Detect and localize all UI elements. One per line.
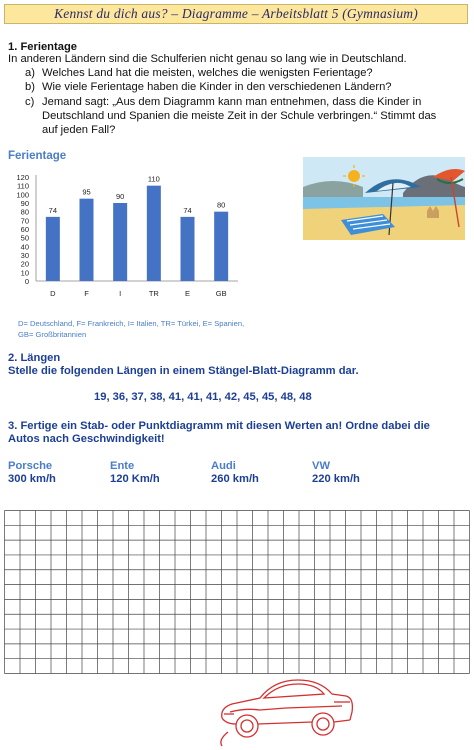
question-c-text-line2: Deutschland und Spanien die meiste Zeit in der Schule verbringen.“ Stimmt das — [42, 110, 437, 122]
car-name-ente: Ente — [110, 460, 135, 472]
bar — [181, 217, 195, 281]
section2-task: Stelle die folgenden Längen in einem Stängel-Blatt-Diagramm dar. — [8, 365, 359, 377]
question-a-text: Welches Land hat die meisten, welches die wenigsten Ferientage? — [42, 67, 373, 79]
section2-heading: 2. Längen — [8, 352, 61, 364]
legend-line-2: GB= Großbritannien — [18, 330, 87, 339]
worksheet-header — [4, 4, 468, 24]
data-label: 95 — [82, 187, 91, 197]
y-tick-label: 10 — [20, 268, 29, 278]
legend-line-1: D= Deutschland, F= Frankreich, I= Italien, TR= Türkei, E= Spanien, — [18, 319, 245, 328]
bar — [46, 217, 60, 281]
x-tick-label: E — [184, 289, 191, 298]
worksheet-title: Kennst du dich aus? – Diagramme – Arbeitsblatt 5 (Gymnasium) — [54, 6, 418, 21]
section1-intro: In anderen Ländern sind die Schulferien nicht genau so lang wie in Deutschland. — [8, 53, 407, 65]
bar — [147, 186, 161, 281]
section3-heading-line2: Autos nach Geschwindigkeit! — [8, 433, 165, 445]
x-tick-label: D — [50, 289, 56, 298]
ferientage-bar-chart — [4, 165, 244, 305]
y-tick-label: 30 — [20, 251, 29, 260]
x-tick-label: F — [84, 289, 89, 298]
data-label: 74 — [48, 205, 58, 215]
data-label: 90 — [115, 192, 125, 201]
question-c-text-line3: auf jeden Fall? — [42, 124, 116, 136]
car-name-porsche: Porsche — [8, 460, 53, 472]
section2-values: 19, 36, 37, 38, 41, 41, 41, 42, 45, 45, 48, 48 — [94, 391, 312, 403]
chart-title: Ferientage — [8, 150, 67, 162]
car-speed-vw: 220 km/h — [312, 473, 360, 485]
data-label: 80 — [216, 200, 226, 210]
y-tick-label: 90 — [20, 199, 29, 208]
bar — [214, 212, 228, 281]
car-speed-audi: 260 km/h — [211, 473, 259, 485]
y-tick-label: 0 — [24, 277, 29, 286]
bar — [80, 199, 94, 281]
data-label: 74 — [183, 205, 192, 215]
question-a-label: a) — [25, 67, 35, 79]
y-tick-label: 60 — [20, 225, 29, 234]
y-tick-label: 50 — [20, 233, 29, 243]
y-tick-label: 110 — [17, 181, 29, 191]
question-b-text: Wie viele Ferientage haben die Kinder in den verschiedenen Ländern? — [42, 81, 392, 93]
question-c-label: c) — [25, 96, 35, 108]
y-tick-label: 70 — [20, 216, 29, 226]
car-name-audi: Audi — [211, 460, 236, 472]
y-tick-label: 80 — [20, 207, 29, 217]
section1-heading: 1. Ferientage — [8, 41, 78, 53]
car-speed-ente: 120 Km/h — [110, 473, 160, 485]
section3-heading-line1: 3. Fertige ein Stab- oder Punktdiagramm mit diesen Werten an! Ordne dabei die — [8, 420, 430, 432]
y-tick-label: 20 — [20, 259, 29, 269]
bar — [113, 203, 127, 281]
drawing-grid[interactable] — [4, 510, 470, 674]
car-name-vw: VW — [312, 460, 331, 472]
data-label: 110 — [147, 174, 160, 184]
x-tick-label: I — [119, 289, 122, 298]
sun-icon — [348, 170, 360, 182]
y-tick-label: 40 — [20, 242, 29, 252]
y-tick-label: 100 — [16, 190, 29, 200]
car-outline-icon — [216, 672, 358, 748]
question-c-text-line1: Jemand sagt: „Aus dem Diagramm kann man entnehmen, dass die Kinder in — [42, 96, 422, 108]
car-speed-porsche: 300 km/h — [8, 473, 56, 485]
y-tick-label: 120 — [16, 173, 29, 182]
question-b-label: b) — [25, 81, 35, 93]
x-tick-label: TR — [148, 289, 159, 298]
beach-illustration — [303, 157, 465, 240]
chart-legend — [18, 318, 244, 340]
x-tick-label: GB — [215, 289, 227, 298]
